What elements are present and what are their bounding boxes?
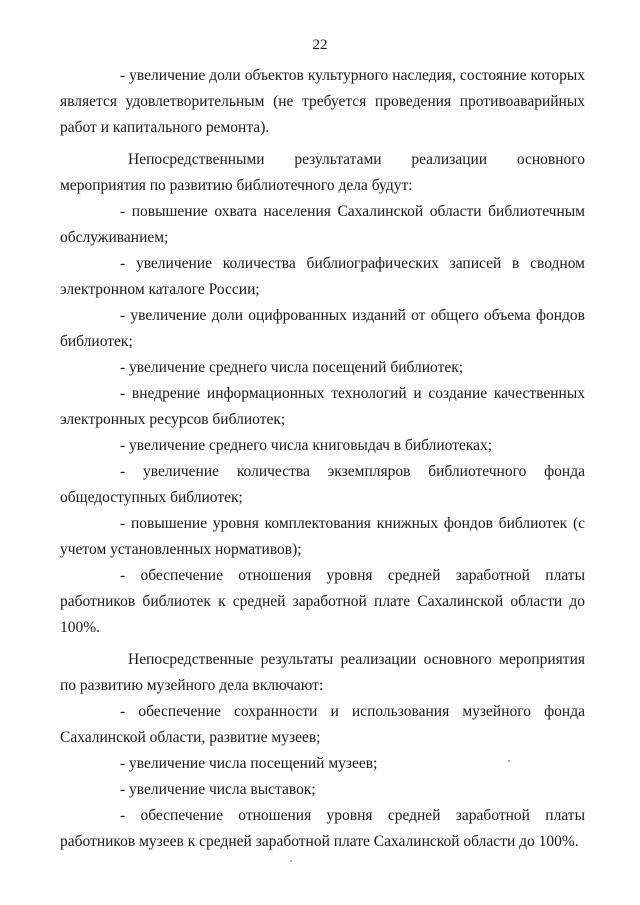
paragraph: Непосредственные результаты реализации основного мероприятия по развитию музейного дела включают: — [60, 651, 585, 694]
paragraph: Непосредственными результатами реализации основного мероприятия по развитию библиотечного дела будут: — [60, 151, 585, 194]
document-body — [60, 63, 585, 855]
list-item: - обеспечение отношения уровня средней заработной платы работников библиотек к средней заработной плате Сахалинской области до 100%. — [60, 567, 585, 636]
list-item: - увеличение доли оцифрованных изданий от общего объема фондов библиотек; — [60, 307, 585, 350]
scan-speck — [508, 760, 510, 762]
list-item: - увеличение среднего числа посещений библиотек; — [120, 359, 464, 376]
list-item: - внедрение информационных технологий и создание качественных электронных ресурсов библиотек; — [60, 385, 585, 428]
scan-speck — [290, 860, 292, 862]
list-item: - обеспечение отношения уровня средней заработной платы работников музеев к средней заработной плате Сахалинской области до 100%. — [60, 807, 585, 850]
list-item: - повышение охвата населения Сахалинской области библиотечным обслуживанием; — [60, 203, 585, 246]
list-item: - повышение уровня комплектования книжных фондов библиотек (с учетом установленных нормативов); — [60, 515, 585, 558]
list-item: - увеличение количества экземпляров библиотечного фонда общедоступных библиотек; — [60, 463, 585, 506]
list-item: - обеспечение сохранности и использования музейного фонда Сахалинской области, развитие музеев; — [60, 703, 585, 746]
list-item: - увеличение количества библиографических записей в сводном электронном каталоге России; — [60, 255, 585, 298]
list-item: - увеличение числа посещений музеев; — [120, 755, 378, 772]
list-item: - увеличение числа выставок; — [120, 781, 316, 798]
list-item: - увеличение среднего числа книговыдач в библиотеках; — [120, 437, 493, 454]
list-item: - увеличение доли объектов культурного наследия, состояние которых является удовлетворительным (не требуется проведения противоаварийных работ и капитального ремонта). — [60, 67, 585, 136]
page-number: 22 — [312, 37, 328, 53]
